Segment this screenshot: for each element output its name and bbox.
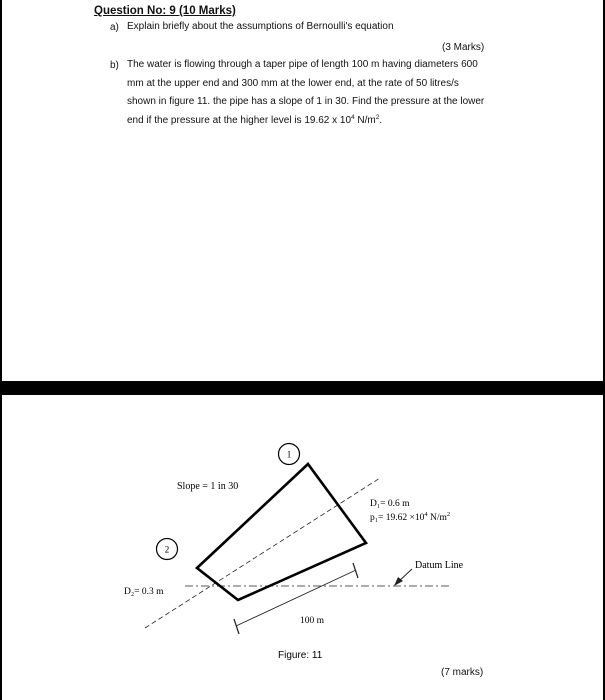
- datum-label: Datum Line: [415, 560, 464, 571]
- part-b-line-1: The water is flowing through a taper pipe of length 100 m having diameters 600: [127, 59, 478, 70]
- length-label: 100 m: [300, 616, 325, 626]
- length-dimension-tick-right: [353, 563, 358, 578]
- length-dimension-line: [236, 570, 356, 626]
- section-1-number: 1: [286, 449, 292, 460]
- p1-label: $p_1= 19.62 \times 10^4$ $N/m^2$: [370, 511, 451, 523]
- part-a-label: a): [110, 22, 119, 33]
- part-a-marks: (3 Marks): [442, 42, 485, 53]
- question-title: Question No: 9 (10 Marks): [94, 5, 236, 17]
- d2-label: D₂= 0.3 m: [124, 587, 164, 597]
- part-b-line-3: shown in figure 11. the pipe has a slope of 1 in 30. Find the pressure at the lower: [127, 96, 485, 107]
- slope-label: Slope = 1 in 30: [177, 481, 239, 492]
- length-dimension-tick-left: [234, 619, 239, 634]
- figure-caption: Figure: 11: [278, 650, 323, 661]
- part-b-line-4: end if the pressure at the higher level is 19.62 x $10^4$ $N/m^2$.: [127, 113, 383, 126]
- part-a-text: Explain briefly about the assumptions of Bernoulli's equation: [127, 21, 394, 32]
- d1-label: D₁= 0.6 m: [370, 499, 410, 509]
- part-b-marks: (7 marks): [441, 667, 484, 678]
- part-b-line-2: mm at the upper end and 300 mm at the lower end, at the rate of 50 litres/s: [127, 77, 459, 89]
- section-2-number: 2: [164, 544, 170, 555]
- part-b-label: b): [110, 60, 119, 71]
